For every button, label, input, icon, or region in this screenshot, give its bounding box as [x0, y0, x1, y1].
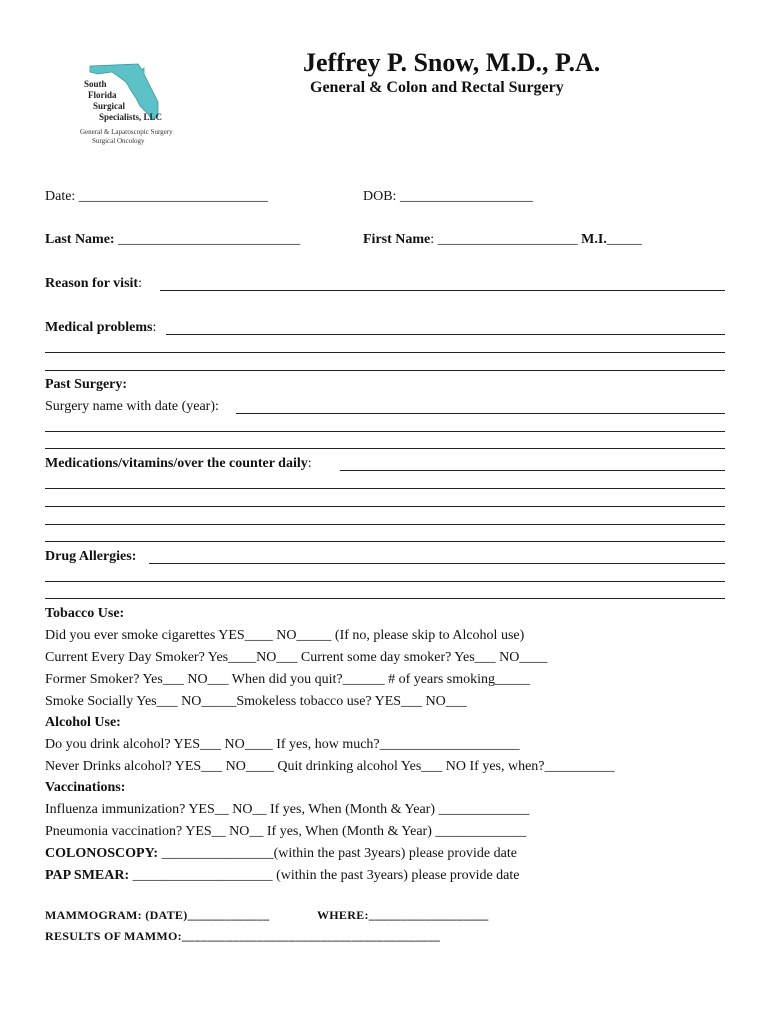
medications-label: [45, 456, 312, 472]
surgery-line-3[interactable]: [45, 448, 725, 449]
vaccinations-heading: Vaccinations:: [45, 780, 126, 795]
logo-tagline-2: Surgical Oncology: [92, 137, 145, 145]
medical-problems-field[interactable]: [166, 334, 725, 335]
pap-smear-label: PAP SMEAR:: [45, 868, 130, 883]
medical-problems-line-2[interactable]: [45, 352, 725, 353]
first-name-label: First Name: [363, 232, 431, 247]
tobacco-q2[interactable]: Current Every Day Smoker? Yes____NO___ Current some day smoker? Yes___ NO____: [45, 650, 548, 665]
practice-title: Jeffrey P. Snow, M.D., P.A.: [303, 48, 601, 77]
first-name-colon: :: [430, 232, 438, 247]
pneumonia-question[interactable]: Pneumonia vaccination? YES__ NO__ If yes, When (Month & Year) _____________: [45, 824, 527, 839]
medications-line-2[interactable]: [45, 488, 725, 489]
medications-line-3[interactable]: [45, 506, 725, 507]
pap-smear-note: (within the past 3years) please provide date: [272, 868, 520, 883]
dob-field[interactable]: DOB: ___________________: [363, 189, 533, 204]
reason-field[interactable]: [160, 290, 725, 291]
mammogram-results-field[interactable]: RESULTS OF MAMMO:_________________________________________: [45, 929, 441, 943]
medical-problems-label-text: Medical problems: [45, 320, 153, 335]
colonoscopy-label: COLONOSCOPY:: [45, 846, 159, 861]
surgery-name-field[interactable]: [236, 413, 725, 414]
mammogram-date-field[interactable]: MAMMOGRAM: (DATE)_____________: [45, 908, 270, 922]
tobacco-q3[interactable]: Former Smoker? Yes___ NO___ When did you quit?______ # of years smoking_____: [45, 672, 531, 687]
practice-subtitle: General & Colon and Rectal Surgery: [310, 79, 564, 96]
medical-problems-line-3[interactable]: [45, 370, 725, 371]
medications-colon: :: [307, 456, 312, 471]
medications-label-text: Medications/vitamins/over the counter daily: [45, 456, 308, 471]
reason-label: [45, 276, 142, 292]
logo-line-2: Florida: [88, 90, 117, 100]
medications-line-5[interactable]: [45, 541, 725, 542]
last-name-label: Last Name:: [45, 232, 115, 247]
first-name-row: [363, 232, 642, 248]
alcohol-heading: Alcohol Use:: [45, 715, 121, 730]
colonoscopy-note: (within the past 3years) please provide date: [273, 846, 517, 861]
colonoscopy-row: [45, 846, 517, 862]
first-name-field[interactable]: ____________________: [437, 232, 578, 247]
logo-line-3: Surgical: [93, 101, 126, 111]
mi-label: M.I.: [577, 232, 607, 247]
drug-allergies-line-3[interactable]: [45, 598, 725, 599]
practice-logo: [78, 58, 173, 148]
drug-allergies-field[interactable]: [149, 563, 725, 564]
alcohol-q2[interactable]: Never Drinks alcohol? YES___ NO____ Quit drinking alcohol Yes___ NO If yes, when?__________: [45, 759, 615, 774]
medical-problems-label: [45, 320, 156, 336]
tobacco-heading: Tobacco Use:: [45, 606, 125, 621]
alcohol-q1[interactable]: Do you drink alcohol? YES___ NO____ If yes, how much?____________________: [45, 737, 520, 752]
surgery-line-2[interactable]: [45, 431, 725, 432]
drug-allergies-label: Drug Allergies:: [45, 549, 137, 564]
logo-line-4: Specialists, LLC: [99, 112, 163, 122]
reason-colon: :: [138, 276, 142, 291]
surgery-name-label: Surgery name with date (year):: [45, 399, 219, 414]
pap-smear-row: [45, 868, 519, 884]
drug-allergies-line-2[interactable]: [45, 581, 725, 582]
reason-label-text: Reason for visit: [45, 276, 139, 291]
logo-tagline-1: General & Laparoscopic Surgery: [80, 128, 173, 136]
tobacco-q1[interactable]: Did you ever smoke cigarettes YES____ NO_____ (If no, please skip to Alcohol use): [45, 628, 525, 643]
influenza-question[interactable]: Influenza immunization? YES__ NO__ If yes, When (Month & Year) _____________: [45, 802, 530, 817]
past-surgery-heading: Past Surgery:: [45, 377, 128, 392]
last-name-field[interactable]: __________________________: [118, 232, 301, 247]
last-name-row: [45, 232, 300, 248]
logo-line-1: South: [84, 79, 107, 89]
medications-line-4[interactable]: [45, 524, 725, 525]
mi-field[interactable]: _____: [606, 232, 642, 247]
medical-problems-colon: :: [152, 320, 157, 335]
mammogram-where-field[interactable]: WHERE:___________________: [317, 908, 489, 922]
pap-smear-field[interactable]: ____________________: [132, 868, 273, 883]
medications-field[interactable]: [340, 470, 725, 471]
tobacco-q4[interactable]: Smoke Socially Yes___ NO_____Smokeless tobacco use? YES___ NO___: [45, 694, 467, 709]
colonoscopy-field[interactable]: ________________: [161, 846, 274, 861]
date-field[interactable]: Date: ___________________________: [45, 189, 268, 204]
